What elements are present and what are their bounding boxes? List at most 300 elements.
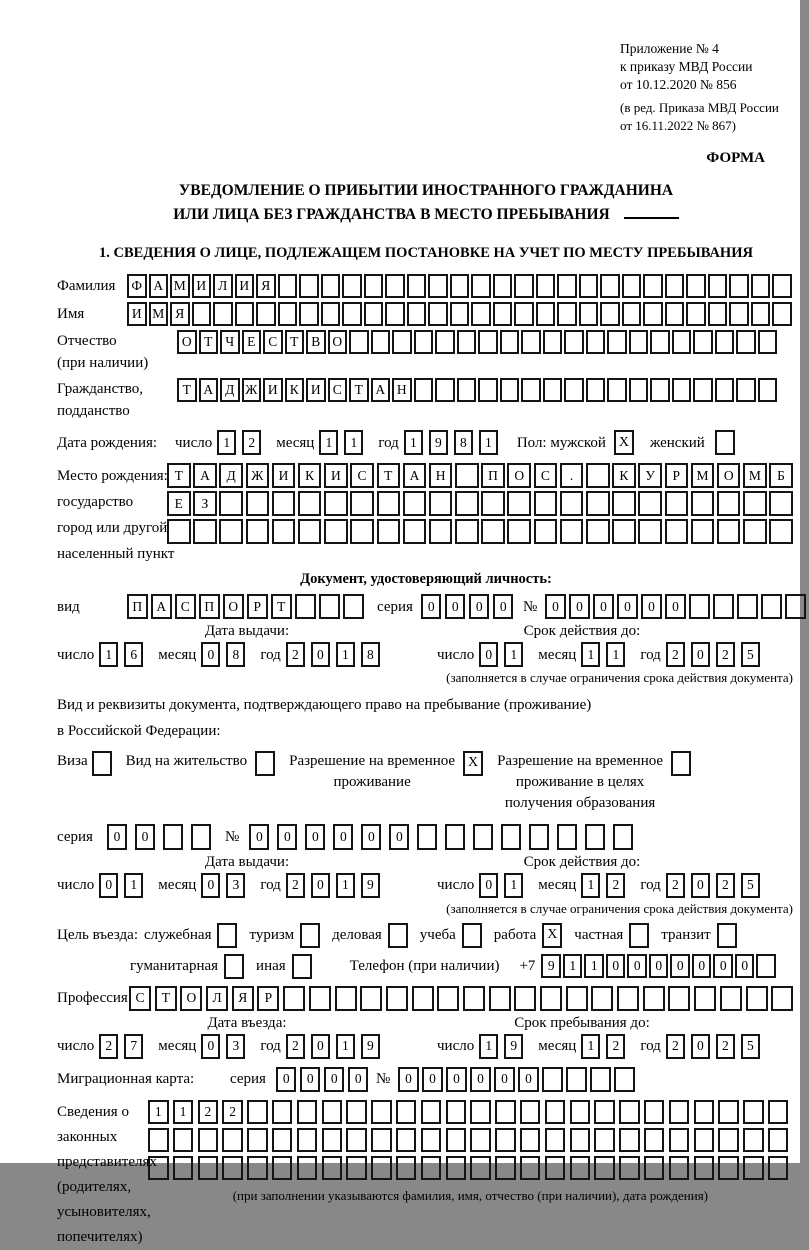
char-cell[interactable] (493, 302, 513, 326)
char-cell[interactable]: М (149, 302, 169, 326)
char-cell[interactable] (377, 491, 401, 516)
char-cell[interactable]: П (127, 594, 148, 619)
char-cell[interactable] (586, 378, 606, 402)
char-cell[interactable]: 0 (493, 594, 514, 619)
char-cell[interactable] (638, 491, 662, 516)
char-cell[interactable]: А (149, 274, 169, 298)
char-cell[interactable] (737, 594, 758, 619)
char-cell[interactable] (437, 986, 459, 1011)
char-cell[interactable]: 0 (135, 824, 155, 850)
char-cell[interactable] (446, 1100, 467, 1124)
char-cell[interactable] (771, 986, 793, 1011)
char-cell[interactable]: 0 (348, 1067, 369, 1092)
char-cell[interactable]: Л (213, 274, 233, 298)
char-cell[interactable] (193, 519, 217, 544)
char-cell[interactable] (579, 302, 599, 326)
char-cell[interactable]: 0 (300, 1067, 321, 1092)
char-cell[interactable] (360, 986, 382, 1011)
char-cell[interactable] (377, 519, 401, 544)
char-cell[interactable] (743, 1128, 764, 1152)
char-cell[interactable] (545, 1128, 566, 1152)
char-cell[interactable] (594, 1100, 615, 1124)
char-cell[interactable]: К (612, 463, 636, 488)
char-cell[interactable]: 5 (741, 642, 760, 667)
char-cell[interactable] (586, 330, 606, 354)
char-cell[interactable] (173, 1128, 194, 1152)
char-cell[interactable] (693, 378, 713, 402)
char-cell[interactable]: В (306, 330, 326, 354)
char-cell[interactable] (560, 491, 584, 516)
char-cell[interactable] (493, 274, 513, 298)
char-cell[interactable] (350, 519, 374, 544)
char-cell[interactable] (163, 824, 183, 850)
char-cell[interactable] (412, 986, 434, 1011)
char-cell[interactable] (694, 1156, 715, 1180)
char-cell[interactable] (785, 594, 806, 619)
char-cell[interactable]: Т (167, 463, 191, 488)
char-cell[interactable]: И (263, 378, 283, 402)
char-cell[interactable] (219, 491, 243, 516)
char-cell[interactable] (520, 1100, 541, 1124)
char-cell[interactable] (643, 986, 665, 1011)
char-cell[interactable] (322, 1128, 343, 1152)
char-cell[interactable] (298, 491, 322, 516)
char-cell[interactable] (644, 1128, 665, 1152)
char-cell[interactable] (148, 1128, 169, 1152)
char-cell[interactable]: Р (257, 986, 279, 1011)
char-cell[interactable] (718, 1100, 739, 1124)
char-cell[interactable]: 0 (494, 1067, 515, 1092)
purpose-option-tourism-checkbox[interactable] (300, 923, 320, 948)
char-cell[interactable]: 2 (198, 1100, 219, 1124)
char-cell[interactable] (751, 302, 771, 326)
char-cell[interactable] (299, 274, 319, 298)
char-cell[interactable]: А (371, 378, 391, 402)
char-cell[interactable] (643, 302, 663, 326)
char-cell[interactable]: 1 (99, 642, 118, 667)
char-cell[interactable] (586, 491, 610, 516)
char-cell[interactable]: О (328, 330, 348, 354)
char-cell[interactable]: 2 (606, 873, 625, 898)
char-cell[interactable] (718, 1128, 739, 1152)
char-cell[interactable] (607, 378, 627, 402)
char-cell[interactable] (691, 519, 715, 544)
char-cell[interactable] (272, 519, 296, 544)
char-cell[interactable] (629, 378, 649, 402)
purpose-option-study-checkbox[interactable] (462, 923, 482, 948)
char-cell[interactable]: П (481, 463, 505, 488)
char-cell[interactable] (669, 1100, 690, 1124)
char-cell[interactable]: И (324, 463, 348, 488)
char-cell[interactable] (278, 302, 298, 326)
char-cell[interactable]: 0 (641, 594, 662, 619)
char-cell[interactable] (297, 1156, 318, 1180)
char-cell[interactable]: 0 (333, 824, 353, 850)
char-cell[interactable]: 0 (518, 1067, 539, 1092)
char-cell[interactable]: 2 (286, 873, 305, 898)
char-cell[interactable] (322, 1156, 343, 1180)
char-cell[interactable]: 0 (691, 1034, 710, 1059)
char-cell[interactable]: Ж (242, 378, 262, 402)
char-cell[interactable]: 0 (606, 954, 626, 978)
char-cell[interactable] (414, 378, 434, 402)
char-cell[interactable]: А (403, 463, 427, 488)
purpose-option-humanitarian-checkbox[interactable] (224, 954, 244, 979)
char-cell[interactable] (429, 519, 453, 544)
char-cell[interactable] (743, 519, 767, 544)
char-cell[interactable] (545, 1100, 566, 1124)
char-cell[interactable]: 0 (735, 954, 755, 978)
char-cell[interactable] (564, 378, 584, 402)
char-cell[interactable] (421, 1100, 442, 1124)
char-cell[interactable] (481, 491, 505, 516)
char-cell[interactable]: 1 (479, 430, 498, 455)
char-cell[interactable] (669, 1128, 690, 1152)
char-cell[interactable]: 1 (344, 430, 363, 455)
char-cell[interactable] (392, 330, 412, 354)
char-cell[interactable] (586, 519, 610, 544)
char-cell[interactable] (299, 302, 319, 326)
char-cell[interactable] (594, 1156, 615, 1180)
char-cell[interactable]: Д (219, 463, 243, 488)
char-cell[interactable] (321, 302, 341, 326)
char-cell[interactable]: 1 (479, 1034, 498, 1059)
char-cell[interactable]: Н (429, 463, 453, 488)
char-cell[interactable] (455, 491, 479, 516)
char-cell[interactable] (713, 594, 734, 619)
char-cell[interactable] (691, 491, 715, 516)
char-cell[interactable] (321, 274, 341, 298)
char-cell[interactable]: О (180, 986, 202, 1011)
char-cell[interactable]: 0 (389, 824, 409, 850)
char-cell[interactable]: К (298, 463, 322, 488)
char-cell[interactable] (669, 1156, 690, 1180)
char-cell[interactable]: М (743, 463, 767, 488)
char-cell[interactable]: 2 (716, 873, 735, 898)
char-cell[interactable] (385, 274, 405, 298)
char-cell[interactable]: С (534, 463, 558, 488)
char-cell[interactable] (619, 1156, 640, 1180)
char-cell[interactable] (607, 330, 627, 354)
char-cell[interactable] (514, 986, 536, 1011)
char-cell[interactable] (495, 1156, 516, 1180)
char-cell[interactable] (470, 1128, 491, 1152)
char-cell[interactable] (283, 986, 305, 1011)
char-cell[interactable] (457, 330, 477, 354)
char-cell[interactable] (761, 594, 782, 619)
char-cell[interactable] (247, 1100, 268, 1124)
char-cell[interactable] (470, 1100, 491, 1124)
char-cell[interactable] (600, 274, 620, 298)
char-cell[interactable] (435, 378, 455, 402)
char-cell[interactable] (473, 824, 493, 850)
char-cell[interactable] (213, 302, 233, 326)
char-cell[interactable] (590, 1067, 611, 1092)
char-cell[interactable] (686, 302, 706, 326)
char-cell[interactable]: 1 (336, 1034, 355, 1059)
char-cell[interactable]: И (235, 274, 255, 298)
char-cell[interactable] (500, 330, 520, 354)
char-cell[interactable] (173, 1156, 194, 1180)
char-cell[interactable] (322, 1100, 343, 1124)
char-cell[interactable] (421, 1128, 442, 1152)
char-cell[interactable]: О (507, 463, 531, 488)
char-cell[interactable] (536, 302, 556, 326)
char-cell[interactable]: 0 (398, 1067, 419, 1092)
char-cell[interactable]: А (151, 594, 172, 619)
char-cell[interactable]: 1 (336, 873, 355, 898)
char-cell[interactable]: 2 (242, 430, 261, 455)
char-cell[interactable]: 1 (319, 430, 338, 455)
char-cell[interactable] (272, 1156, 293, 1180)
char-cell[interactable] (396, 1100, 417, 1124)
char-cell[interactable]: 6 (124, 642, 143, 667)
char-cell[interactable]: 9 (504, 1034, 523, 1059)
char-cell[interactable]: И (192, 274, 212, 298)
char-cell[interactable] (396, 1128, 417, 1152)
char-cell[interactable]: Я (256, 274, 276, 298)
char-cell[interactable] (769, 519, 793, 544)
residence-option-temp-residence-education-checkbox[interactable] (671, 751, 691, 776)
char-cell[interactable] (429, 491, 453, 516)
char-cell[interactable] (256, 302, 276, 326)
char-cell[interactable] (629, 330, 649, 354)
char-cell[interactable]: 1 (336, 642, 355, 667)
char-cell[interactable] (529, 824, 549, 850)
char-cell[interactable]: 1 (124, 873, 143, 898)
purpose-option-official-checkbox[interactable] (217, 923, 237, 948)
char-cell[interactable]: 1 (404, 430, 423, 455)
char-cell[interactable] (736, 330, 756, 354)
char-cell[interactable] (478, 330, 498, 354)
char-cell[interactable] (403, 491, 427, 516)
char-cell[interactable] (619, 1100, 640, 1124)
char-cell[interactable]: 1 (217, 430, 236, 455)
char-cell[interactable]: С (175, 594, 196, 619)
char-cell[interactable] (445, 824, 465, 850)
char-cell[interactable] (346, 1128, 367, 1152)
char-cell[interactable] (319, 594, 340, 619)
char-cell[interactable] (403, 519, 427, 544)
char-cell[interactable]: Т (177, 378, 197, 402)
char-cell[interactable]: И (306, 378, 326, 402)
char-cell[interactable] (570, 1156, 591, 1180)
char-cell[interactable]: П (199, 594, 220, 619)
char-cell[interactable]: 2 (716, 1034, 735, 1059)
char-cell[interactable]: Р (665, 463, 689, 488)
char-cell[interactable]: 2 (716, 642, 735, 667)
char-cell[interactable] (579, 274, 599, 298)
char-cell[interactable]: 0 (249, 824, 269, 850)
char-cell[interactable] (665, 302, 685, 326)
char-cell[interactable]: 0 (445, 594, 466, 619)
char-cell[interactable] (324, 519, 348, 544)
char-cell[interactable]: 9 (429, 430, 448, 455)
char-cell[interactable] (450, 274, 470, 298)
char-cell[interactable] (222, 1128, 243, 1152)
char-cell[interactable] (665, 519, 689, 544)
char-cell[interactable]: 8 (361, 642, 380, 667)
char-cell[interactable] (715, 378, 735, 402)
char-cell[interactable]: 0 (201, 873, 220, 898)
char-cell[interactable] (644, 1100, 665, 1124)
char-cell[interactable] (715, 330, 735, 354)
char-cell[interactable] (612, 519, 636, 544)
char-cell[interactable]: 1 (504, 642, 523, 667)
char-cell[interactable]: 0 (617, 594, 638, 619)
char-cell[interactable]: 1 (581, 1034, 600, 1059)
char-cell[interactable]: 0 (691, 873, 710, 898)
char-cell[interactable] (481, 519, 505, 544)
char-cell[interactable]: 9 (361, 873, 380, 898)
char-cell[interactable] (297, 1128, 318, 1152)
char-cell[interactable] (298, 519, 322, 544)
char-cell[interactable] (457, 378, 477, 402)
residence-option-temp-residence-checkbox[interactable]: X (463, 751, 483, 776)
char-cell[interactable] (613, 824, 633, 850)
char-cell[interactable]: Р (247, 594, 268, 619)
char-cell[interactable]: О (223, 594, 244, 619)
char-cell[interactable] (521, 378, 541, 402)
char-cell[interactable] (557, 302, 577, 326)
sex-male-checkbox[interactable]: X (614, 430, 634, 455)
char-cell[interactable] (309, 986, 331, 1011)
char-cell[interactable] (198, 1156, 219, 1180)
char-cell[interactable] (717, 491, 741, 516)
char-cell[interactable] (543, 378, 563, 402)
char-cell[interactable] (324, 491, 348, 516)
char-cell[interactable]: М (170, 274, 190, 298)
char-cell[interactable] (600, 302, 620, 326)
char-cell[interactable] (570, 1128, 591, 1152)
char-cell[interactable] (222, 1156, 243, 1180)
char-cell[interactable] (407, 274, 427, 298)
char-cell[interactable] (614, 1067, 635, 1092)
char-cell[interactable]: Я (232, 986, 254, 1011)
char-cell[interactable]: 0 (569, 594, 590, 619)
char-cell[interactable]: 0 (201, 642, 220, 667)
char-cell[interactable]: 3 (226, 873, 245, 898)
char-cell[interactable] (349, 330, 369, 354)
char-cell[interactable] (708, 302, 728, 326)
char-cell[interactable]: 0 (470, 1067, 491, 1092)
char-cell[interactable]: О (177, 330, 197, 354)
purpose-option-private-checkbox[interactable] (629, 923, 649, 948)
char-cell[interactable]: 0 (201, 1034, 220, 1059)
char-cell[interactable] (346, 1100, 367, 1124)
char-cell[interactable]: 0 (276, 1067, 297, 1092)
char-cell[interactable] (585, 824, 605, 850)
char-cell[interactable] (500, 378, 520, 402)
char-cell[interactable]: 0 (665, 594, 686, 619)
char-cell[interactable] (768, 1128, 789, 1152)
char-cell[interactable]: Б (769, 463, 793, 488)
char-cell[interactable]: 8 (226, 642, 245, 667)
char-cell[interactable] (720, 986, 742, 1011)
char-cell[interactable]: 2 (666, 1034, 685, 1059)
char-cell[interactable]: 0 (692, 954, 712, 978)
char-cell[interactable]: 7 (124, 1034, 143, 1059)
char-cell[interactable] (650, 378, 670, 402)
char-cell[interactable] (295, 594, 316, 619)
char-cell[interactable] (758, 378, 778, 402)
char-cell[interactable] (665, 274, 685, 298)
char-cell[interactable]: И (127, 302, 147, 326)
char-cell[interactable] (560, 519, 584, 544)
char-cell[interactable] (689, 594, 710, 619)
char-cell[interactable] (364, 274, 384, 298)
char-cell[interactable]: С (129, 986, 151, 1011)
char-cell[interactable] (192, 302, 212, 326)
char-cell[interactable]: З (193, 491, 217, 516)
char-cell[interactable] (198, 1128, 219, 1152)
char-cell[interactable] (455, 463, 479, 488)
char-cell[interactable] (350, 491, 374, 516)
char-cell[interactable]: У (638, 463, 662, 488)
char-cell[interactable] (557, 824, 577, 850)
char-cell[interactable] (297, 1100, 318, 1124)
char-cell[interactable] (534, 519, 558, 544)
char-cell[interactable] (665, 491, 689, 516)
char-cell[interactable]: 0 (311, 642, 330, 667)
char-cell[interactable]: Т (377, 463, 401, 488)
char-cell[interactable] (708, 274, 728, 298)
char-cell[interactable]: 1 (584, 954, 604, 978)
char-cell[interactable] (540, 986, 562, 1011)
char-cell[interactable] (371, 330, 391, 354)
char-cell[interactable] (495, 1100, 516, 1124)
char-cell[interactable] (428, 274, 448, 298)
char-cell[interactable] (272, 1100, 293, 1124)
purpose-option-transit-checkbox[interactable] (717, 923, 737, 948)
char-cell[interactable] (247, 1128, 268, 1152)
char-cell[interactable] (446, 1156, 467, 1180)
char-cell[interactable] (471, 302, 491, 326)
char-cell[interactable] (751, 274, 771, 298)
char-cell[interactable] (693, 330, 713, 354)
char-cell[interactable]: С (328, 378, 348, 402)
char-cell[interactable] (507, 519, 531, 544)
char-cell[interactable] (520, 1156, 541, 1180)
char-cell[interactable] (743, 491, 767, 516)
char-cell[interactable]: Ж (246, 463, 270, 488)
char-cell[interactable] (542, 1067, 563, 1092)
char-cell[interactable]: 0 (361, 824, 381, 850)
char-cell[interactable] (342, 274, 362, 298)
char-cell[interactable]: С (263, 330, 283, 354)
char-cell[interactable]: 0 (713, 954, 733, 978)
char-cell[interactable] (566, 1067, 587, 1092)
char-cell[interactable]: А (193, 463, 217, 488)
char-cell[interactable] (450, 302, 470, 326)
char-cell[interactable]: 0 (305, 824, 325, 850)
char-cell[interactable] (148, 1156, 169, 1180)
char-cell[interactable]: 0 (479, 642, 498, 667)
char-cell[interactable] (463, 986, 485, 1011)
char-cell[interactable]: 1 (148, 1100, 169, 1124)
char-cell[interactable] (586, 463, 610, 488)
char-cell[interactable]: 1 (504, 873, 523, 898)
char-cell[interactable] (668, 986, 690, 1011)
char-cell[interactable] (235, 302, 255, 326)
char-cell[interactable]: 2 (99, 1034, 118, 1059)
char-cell[interactable]: Т (155, 986, 177, 1011)
char-cell[interactable] (672, 378, 692, 402)
char-cell[interactable] (191, 824, 211, 850)
char-cell[interactable]: 2 (286, 1034, 305, 1059)
char-cell[interactable]: С (350, 463, 374, 488)
char-cell[interactable]: Т (271, 594, 292, 619)
